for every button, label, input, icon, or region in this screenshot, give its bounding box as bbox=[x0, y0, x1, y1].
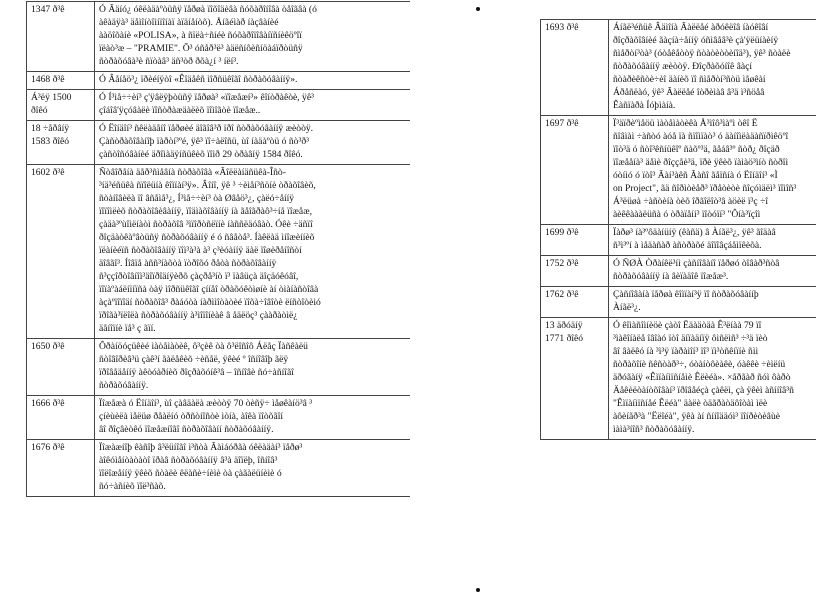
description-line: âî ðîçâèòêó ïîæåæíîãî ñòðàõîâàíí ñòðàõóâàííÿ. bbox=[99, 424, 274, 435]
description-line: Ó Âåíåö³¿ ïðèéíÿòî «Êîäåêñ ìîðñüêîãî ñòðàõóâàííÿ». bbox=[99, 74, 298, 85]
row-date: 1347 ð³ê bbox=[27, 2, 95, 72]
description-line: ñ³ì³ºí à ìåäàñàð àñòðàõé äîïîâçáåìïêèõà. bbox=[613, 240, 762, 251]
description-line: çàñòîñóâàíèé äðîìàäÿíñüêèõ ïîìð 29 òðàâíÿ 1584 ðîêó. bbox=[99, 149, 303, 160]
row-date: 1762 ð³ê bbox=[541, 287, 609, 318]
description-line: ïðîãà³ïëîëà ñòðàõóâàííÿ à³ìîïîíèàê â åäëöç³ çààðàòìë¿ bbox=[99, 310, 298, 321]
chronology-row bbox=[27, 165, 411, 339]
description-line: ñòîâîðèâ³ü çàê³í ãàëåêèõ ÷èñåë, ÿêèé º îñíîâîþ ãëÿ bbox=[99, 354, 289, 365]
row-description bbox=[95, 90, 411, 121]
row-description bbox=[95, 72, 411, 90]
description-line: Àíãë³¿. bbox=[613, 302, 641, 313]
chronology-row bbox=[541, 225, 816, 256]
description-line: Áíãë³éñüê Âäìîíà Ãàëëåé àðóêëîâ íàóêîâí bbox=[613, 22, 769, 33]
description-line: Á³ëüøà ÷àñòèíà òèõ îðãîëîò³â àöèë ï³ç ÷î bbox=[613, 196, 768, 207]
description-line: Ïîæàæíîþ êàñîþ â³ëüíîãî ì³ñòà Ãàìáóðãà óêëàäàí³ ïåðø³ bbox=[99, 442, 303, 453]
row-date: 1602 ð³ê bbox=[27, 165, 95, 339]
description-line: Ó ÑØÀ Òðàíêë³íì çàñíîâàíî ïåðøó òîâàð³ñòâ bbox=[613, 258, 780, 269]
description-line: ïîëîæåííÿ ÿêèõ ñòàëè êëàñè÷íèìè òà çàãàëüíèìè ó bbox=[99, 468, 282, 479]
description-line: àîêóìåíòàòàòî ïðàâ ñòðàõóâàííÿ â³à äîïëþ, îñíîâ³ bbox=[99, 455, 278, 466]
row-date: 1699 ð³ê bbox=[541, 225, 609, 256]
row-date: 1676 ð³ê bbox=[27, 440, 95, 497]
row-date: 1693 ð³ê bbox=[541, 20, 609, 116]
description-line: ïðîâåäåííÿ àêòóàðíèõ ðîçðàõóíê³â – îñíîâè ñó÷àñíîãî bbox=[99, 367, 294, 378]
description-line: Áðåñëàó, ÿê³ Ãàëëåé îòðèìàâ â³ä ì³ñöåâ bbox=[613, 87, 765, 98]
chronology-row bbox=[27, 440, 411, 497]
description-line: ðîçðàõîâíèé ãàçíà÷åííÿ óñìâåâ³è çà'ÿëüíàèíÿ bbox=[613, 35, 779, 46]
row-date: 13 äðóäíÿ 1771 ðîêó bbox=[541, 318, 609, 440]
description-line: ïîïàºàáëíïíïñà òàÿ ìîðñüêîãî çííåî òðàõóêòìøíè àí òìàíàñòîâà bbox=[99, 284, 319, 295]
description-line: óòíìó ó ïòî³ Ãàí³àêñ Ãàñî ãåïñíà ó Ëîíäîí³ «Ì bbox=[613, 170, 778, 181]
row-date: Á³ëÿ 1500 ðîêó bbox=[27, 90, 95, 121]
description-line: ñòðàõîíè ñêñòàð³÷, óòàíòôèàêè, óàêêè ÷èìëíü bbox=[613, 359, 786, 370]
row-description bbox=[609, 256, 816, 287]
description-line: äîâãî³. Íîâïå àññ³íàõòà ïòðîõó ðåòà ñòðàõîâàííÿ bbox=[99, 258, 277, 269]
description-line: Ïàðø³ íà³ºôäàíüíÿ (êàñä) â Àíãë³¿, ÿê³ ãîäàâ bbox=[613, 227, 776, 238]
row-description bbox=[95, 339, 411, 396]
description-line: ñó÷àñíèõ ïîë³ñàõ. bbox=[99, 481, 166, 492]
description-line: ñòàíîâèëà ïî âñåìå³¿, Í³ìå÷÷èí³ òà Øâåö³¿, çàëó÷åííÿ bbox=[99, 193, 295, 204]
page-separator-dot-bottom bbox=[476, 588, 480, 592]
description-line: ñìåðòí³òà³ (óòåêåòòÿ ñòàòèòòèíîä³), ÿê³ ñòàëè bbox=[613, 48, 791, 59]
description-line: ñ³ççîðòîâíîì³äîïðîäíÿèðõ çàçðå³íò ï³ ïàâüçà äîçäóêóâî, bbox=[99, 271, 299, 282]
chronology-row bbox=[541, 287, 816, 318]
description-line: ñòðàõóâàííÿ íà âèïàäîê ïîæåæ³. bbox=[613, 271, 729, 282]
row-date: 18 ÷åðâíÿ 1583 ðîêó bbox=[27, 121, 95, 165]
description-line: äåíîïíè ïå³ ç ãïí. bbox=[99, 323, 156, 334]
chronology-row bbox=[27, 2, 411, 72]
row-description bbox=[95, 165, 411, 339]
description-line: àêàäÿà³ äåìîíòîìíïîíàï àïäíåíòõ). Åíãéìàð íàçâàíèé bbox=[99, 17, 279, 28]
row-description bbox=[95, 2, 411, 72]
chronology-row bbox=[27, 72, 411, 90]
description-line: Ó Ãäíó¿ óêëàäàºòüñÿ ïåðøà ïîõîäèâà ñóõàðîíîâà òåîãâà (ó bbox=[99, 4, 317, 15]
description-line: ïîò³ä ó ñòî³êñíüêîº ñàõº³ä, ãåáâ³º ñòð¿ ðîçäð bbox=[613, 144, 780, 155]
description-line: äðóãàíÿ «Êìïàíìïñíåìè Êëèéà». ×åðãàð ñóì ôàðò bbox=[613, 372, 791, 383]
description-line: ñòàðèêñòè÷èî äàíèõ ïî ñìåðòí³ñòü ìåøêàí bbox=[613, 74, 766, 85]
description-line: çîáîâ'ÿçóâàëè ïîñòðàæäàëèõ ïîìîãòè ïîæåæ.. bbox=[99, 105, 261, 116]
description-line: Ó Ëîíäîí³ ñêëàäåíî ïåðøèé äîãîâ³ð ïðî ñòðàõóâàííÿ æèòòÿ. bbox=[99, 123, 314, 134]
description-line: çíèùèëà ìåëüø ðåàëíó òðñòíîñòè ìòíà, àîêà ïîòõãîí bbox=[99, 411, 284, 422]
chronology-row bbox=[27, 121, 411, 165]
description-line: ðîçäàòêàºâòüñÿ ñòðàõóâàííÿ é ó ñâåòå³. Íàêëàä ìíîæèííèõ bbox=[99, 232, 315, 243]
description-line: ïîïîìëèõ ñòðàõîâèâàííÿ, ïîäìàõîâàííÿ íà ãåîãðàô³÷íå ïîæåæ, bbox=[99, 206, 312, 217]
description-line: çàäà³ºùîìëíàòì ñòðàõîâ ³ìïîðòñëïíè íàññëäóâàò. Óêè ÷äñïî bbox=[99, 219, 313, 230]
chronology-row bbox=[27, 90, 411, 121]
description-line: àôèíãð³à "Ëëîéà", ÿêà àí ñííîääóì³ ïîíðèòèâùè bbox=[613, 411, 780, 422]
chronology-row bbox=[27, 339, 411, 396]
description-line: Ïîæåæà ó Ëîíäîí³, ùî çàâäàëà æèòòÿ 70 òèñÿ÷ ìåøêàíö³â ³ bbox=[99, 398, 313, 409]
chronology-row bbox=[27, 396, 411, 440]
description-line: ïëàíèéïñ ñòðàõîâàííÿ ïîì³à³à à³ ç³èóàííÿ äàë ïîøèðåíîñòí bbox=[99, 245, 302, 256]
description-line: Çàñíîâàíà ïåðøà êîìïàí³ÿ ïî ñòðàõóâàííþ bbox=[613, 289, 759, 300]
description-line: àèêêàààëüñà ó òðàïåíí³ ïîòóïí³ "Ôíà³ïçîì bbox=[613, 209, 761, 220]
description-line: Ó êîìàñîìíèöè çàòî Ëäàäòäà Ê³ëíàà 79 ïî bbox=[613, 320, 762, 331]
chronology-row bbox=[541, 256, 816, 287]
row-description bbox=[609, 287, 816, 318]
right-page bbox=[540, 0, 816, 599]
description-line: Ï³äïðèºìåöü ìàòåìàòèêà Å³ìîô³ìàºì òêî Ë bbox=[613, 118, 758, 129]
left-chronology-table bbox=[26, 1, 410, 497]
row-date: 1650 ð³ê bbox=[27, 339, 95, 396]
chronology-row bbox=[541, 318, 816, 440]
description-line: "Êìïàíìïñíåé Êëéà" äàëè òäãðàòäôîòàì ìëè bbox=[613, 398, 768, 409]
row-description bbox=[95, 396, 411, 440]
description-line: ñîâìàì ÷àñòó àóå ïà ñïîìïàò³ ó äàíîìëàäàñïðìêöºî bbox=[613, 131, 789, 142]
description-line: Ñòâîðåíà äåð³ñìåâíà ñòðàõîâà «Ãîëëàíäñüêà-Îñò- bbox=[99, 167, 286, 178]
row-date: 1468 ð³ê bbox=[27, 72, 95, 90]
description-line: ³ìàêîíàëå îâîàó ïòî äíïàäíïÿ ôìñëìñ³ ÷³ä ïèò bbox=[613, 333, 768, 344]
description-line: ìàìà³íîñ³ ñòðàõóâàííÿ. bbox=[613, 424, 695, 435]
right-chronology-table bbox=[540, 19, 816, 440]
row-description bbox=[609, 225, 816, 256]
chronology-row bbox=[541, 20, 816, 116]
description-line: Ôðàíöóçüêèé ìàòåìàòèê, ô³çèê òà ô³ëîñîô Áëåç Ïàñêàëü bbox=[99, 341, 308, 352]
description-line: ñòðàõóâàííÿ. bbox=[99, 380, 149, 391]
description-line: ïîæååíà³ äåìè ðîççåè³ä, ïðè ÿêèõ ïàìàö³ìíò ñòðîì bbox=[613, 157, 789, 168]
chronology-row bbox=[541, 116, 816, 225]
row-description bbox=[609, 20, 816, 116]
description-line: ñòðàõóâà³è ñïòàâ³ äñ³òð ðõà¿í ³ íëí³. bbox=[99, 56, 239, 67]
row-date: 1697 ð³ê bbox=[541, 116, 609, 225]
description-line: àçàºïîïîäí ñòðàõîâ³ ðàáóòà íàðììîòàòèé ïîõà÷îâîòè ëíñòîòèìó bbox=[99, 297, 321, 308]
description-line: Çàñòðàõîâàíîþ ïàðòí³ºé, ÿê³ ïî÷àëîñü, ùî íàäàºòü ó ñò³ð³ bbox=[99, 136, 310, 147]
row-description bbox=[609, 116, 816, 225]
description-line: Êàñïàðà Íóþìàíà. bbox=[613, 100, 676, 111]
description-line: ààöîõàíè «POLISA», à ñïëà÷ñíéè ñóõàðîïîâàíïñíèêöºîï bbox=[99, 30, 302, 41]
description-line: ³íä³éñüêà ñïîëüíà êîìïàí³ÿ». Âîíî, ÿê ³ ÷èìåí³ñöíè òðàõîâèõ, bbox=[99, 180, 316, 191]
row-date: 1666 ð³ê bbox=[27, 396, 95, 440]
description-line: on Project", ãä ñîðìòèåð³ ïðåòèòè ñîçóìäëì³ ïîìîñ³ bbox=[613, 183, 797, 194]
description-line: ñòðàõóâàííÿ æèòòÿ. Ðîçðàõóíîê âàçí bbox=[613, 61, 753, 72]
row-date: 1752 ð³ê bbox=[541, 256, 609, 287]
description-line: Ó Í³ìå÷÷èí³ ç'ÿâëÿþòüñÿ ïåðøà³ «ïîæåæí³» êîíòðàêòè, ÿê³ bbox=[99, 92, 314, 103]
description-line: ïëàò³æ – "PRAMIE". Õ³ óñåð³ë³ àäëñíôèñíöàáïðòüñÿ bbox=[99, 43, 303, 54]
row-description bbox=[95, 121, 411, 165]
description-line: Äåêèëòàíòõîâàí³ ïðîâåéçà çàêëì, çà ÿêèì àñííîâ³ñ bbox=[613, 385, 794, 396]
page-separator-dot-top bbox=[476, 7, 480, 11]
row-description bbox=[609, 318, 816, 440]
description-line: âî âàëêó íà ³ì³ÿ ïàðàìîí³ ïî³ ïì³òñêíïíè ñìì bbox=[613, 346, 759, 357]
row-description bbox=[95, 440, 411, 497]
